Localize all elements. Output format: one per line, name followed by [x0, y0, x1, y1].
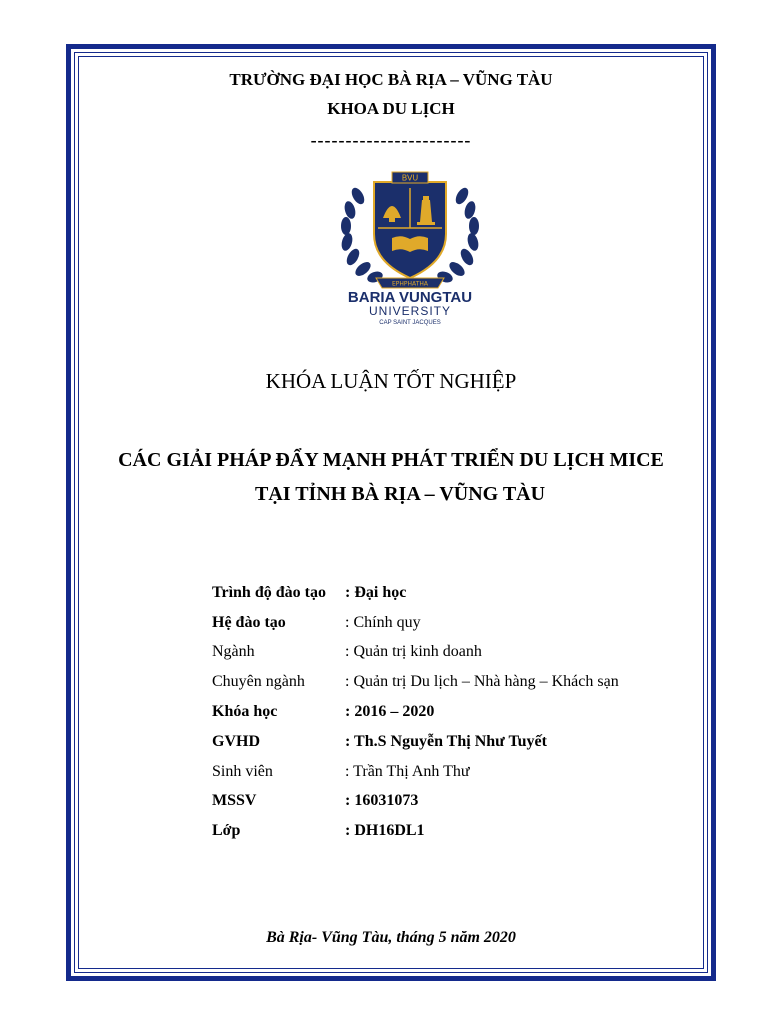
info-value: : Quản trị Du lịch – Nhà hàng – Khách sạn	[345, 673, 619, 691]
faculty-name: KHOA DU LỊCH	[327, 99, 455, 118]
info-value: : Th.S Nguyễn Thị Như Tuyết	[345, 732, 547, 750]
info-label: MSSV	[212, 792, 257, 810]
info-value: : Đại học	[345, 583, 407, 601]
info-label: Hệ đào tạo	[212, 613, 286, 631]
info-row	[212, 727, 619, 757]
thesis-title-line1: CÁC GIẢI PHÁP ĐẨY MẠNH PHÁT TRIỂN DU LỊCH MICE	[118, 449, 664, 471]
info-row	[212, 757, 619, 787]
logo-name-line1: BARIA VUNGTAU	[347, 289, 473, 306]
place-and-date: Bà Rịa- Vũng Tàu, tháng 5 năm 2020	[266, 929, 516, 946]
logo-banner-bottom: EPHPHATHA	[392, 280, 428, 288]
info-label: Khóa học	[212, 703, 278, 721]
info-row	[212, 608, 619, 638]
separator-line: -----------------------	[310, 130, 472, 150]
info-row	[212, 787, 619, 817]
university-logo	[330, 166, 490, 326]
info-row	[212, 667, 619, 697]
info-label: GVHD	[212, 732, 260, 750]
info-row	[212, 697, 619, 727]
info-table	[212, 578, 619, 846]
school-name: TRƯỜNG ĐẠI HỌC BÀ RỊA – VŨNG TÀU	[229, 70, 553, 89]
info-label: Lớp	[212, 822, 241, 840]
info-label: Trình độ đào tạo	[212, 583, 326, 601]
info-row	[212, 578, 619, 608]
info-value: : Trần Thị Anh Thư	[345, 762, 470, 780]
logo-name-line2: UNIVERSITY	[368, 304, 452, 318]
info-label: Ngành	[212, 643, 255, 661]
info-row	[212, 816, 619, 846]
info-value: : Chính quy	[345, 613, 421, 631]
thesis-title-line2: TẠI TỈNH BÀ RỊA – VŨNG TÀU	[255, 483, 546, 505]
thesis-type: KHÓA LUẬN TỐT NGHIỆP	[265, 369, 517, 393]
logo-name-line3: CAP SAINT JACQUES	[379, 320, 441, 326]
info-row	[212, 638, 619, 668]
info-label: Sinh viên	[212, 762, 273, 780]
logo-banner-top: BVU	[401, 173, 419, 183]
info-label: Chuyên ngành	[212, 673, 305, 691]
info-value: : Quản trị kinh doanh	[345, 643, 482, 661]
info-value: : 2016 – 2020	[345, 703, 435, 721]
info-value: : 16031073	[345, 792, 419, 810]
info-value: : DH16DL1	[345, 822, 425, 840]
